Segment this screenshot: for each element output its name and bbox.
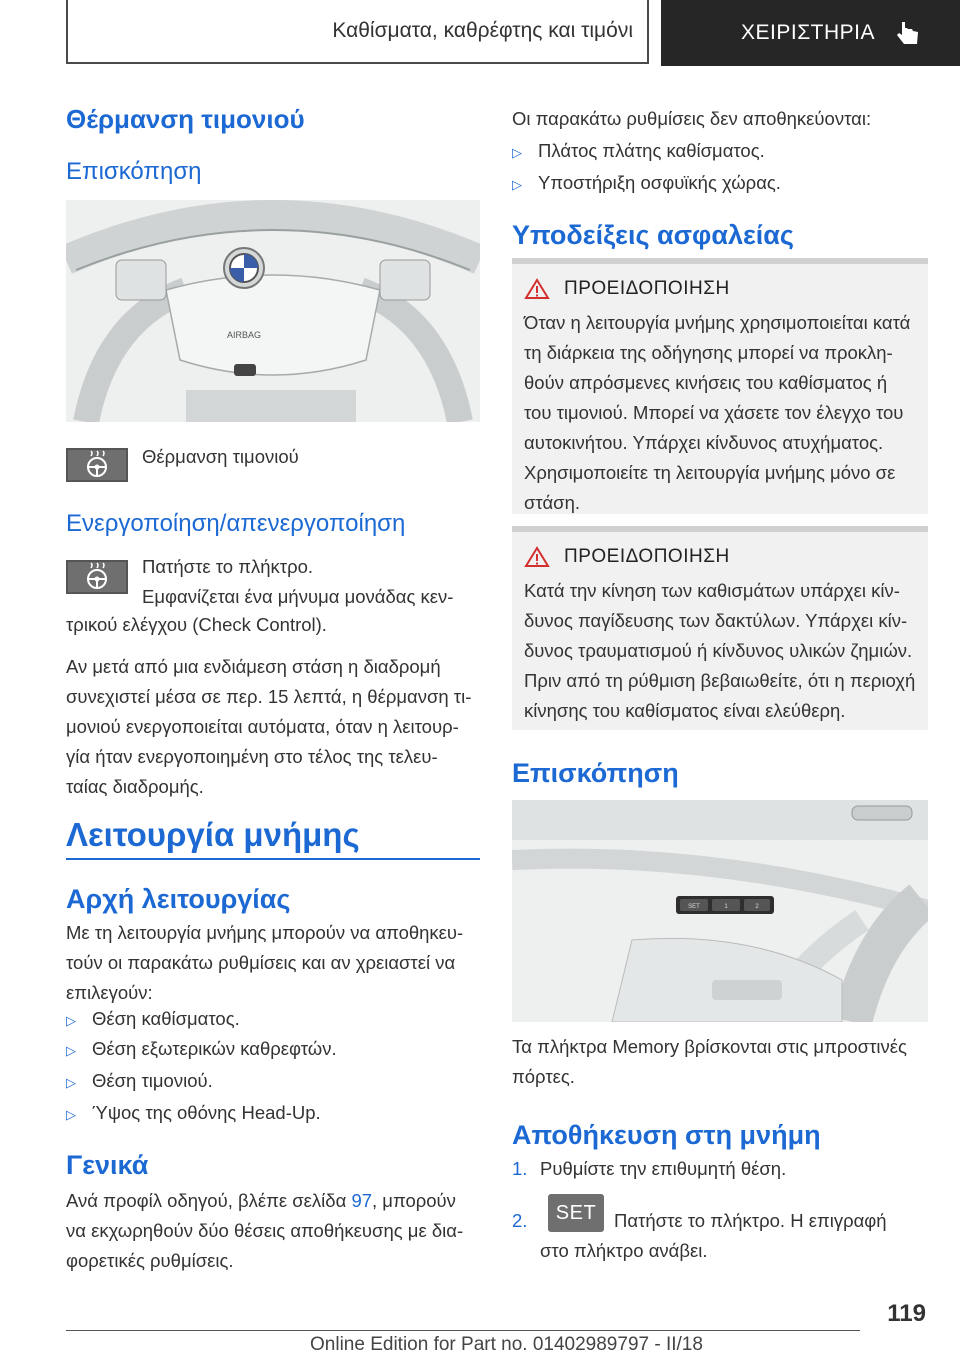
list-item: ▷ Θέση τιμονιού. [66,1070,213,1091]
triangle-bullet-icon: ▷ [512,177,522,192]
triangle-bullet-icon: ▷ [66,1075,76,1090]
general-line: φορετικές ρυθμίσεις. [66,1250,234,1271]
step1-number: 1. [512,1158,528,1179]
set-button: SET [548,1194,604,1232]
auto-line: συνεχιστεί μέσα σε περ. 15 λεπτά, η θέρμανση τι- [66,686,472,707]
warning-text: Κατά την κίνηση των καθισμάτων υπάρχει κίν- δυνος παγίδευσης των δακτύλων. Υπάρχει κίν- δυνος τραυματισμού ή κίνδυνος υλικών ζημιών. Πριν από τη ρύθμιση βεβαιωθείτε, ότι η περιοχή κίνησης του καθίσματος είναι ελεύθερη. [524,580,916,721]
heading-memory-function: Λειτουργία μνήμης [66,816,360,853]
general-line: να εκχωρηθούν δύο θέσεις αποθήκευσης με δια- [66,1220,464,1241]
triangle-bullet-icon: ▷ [512,145,522,160]
auto-line: Αν μετά από μια ενδιάμεση στάση η διαδρομή [66,656,441,677]
list-item: ▷ Πλάτος πλάτης καθίσματος. [512,140,765,161]
warning-box-2 [512,526,928,730]
hand-pointer-icon [893,18,923,48]
icon-caption-heating: Θέρμανση τιμονιού [142,446,299,467]
door-memory-buttons-illustration [512,800,928,1022]
principle-line: επιλεγούν: [66,982,153,1003]
door-set-label: SET [688,904,700,910]
warning-triangle-icon [524,546,550,568]
steering-heating-button [66,448,128,482]
principle-line: τούν οι παρακάτω ρυθμίσεις και αν χρειαστεί να [66,952,456,973]
check-control-line1: Εμφανίζεται ένα μήνυμα μονάδας κεν- [142,586,454,607]
auto-activation-paragraph [66,652,471,802]
auto-line: ταίας διαδρομής. [66,776,204,797]
door-1-label: 1 [724,904,728,910]
principle-paragraph [66,918,463,1008]
header-manual-label: ΧΕΙΡΙΣΤΗΡΙΑ [741,21,876,44]
not-stored-intro: Οι παρακάτω ρυθμίσεις δεν αποθηκεύονται: [512,108,872,129]
memory-heading-underline [66,858,480,860]
list-item: ▷ Ύψος της οθόνης Head-Up. [66,1102,321,1123]
airbag-label: AIRBAG [226,330,262,340]
warning-box-1 [512,258,928,514]
steering-heating-icon [80,450,114,480]
warning-title: ΠΡΟΕΙΔΟΠΟΙΗΣΗ [564,278,730,299]
steering-heating-button-2 [66,560,128,594]
heading-overview-right: Επισκόπηση [512,758,679,788]
general-line1: Ανά προφίλ οδηγού, βλέπε σελίδα 97, μπορούν [66,1190,456,1211]
page-number: 119 [887,1300,926,1327]
page-reference-link[interactable]: 97 [351,1190,373,1211]
list-item: ▷ Θέση καθίσματος. [66,1008,240,1029]
auto-line: γία ήταν ενεργοποιημένη στο τέλος της τελευ- [66,746,438,767]
door-2-label: 2 [755,904,759,910]
list-item: ▷ Υποστήριξη οσφυϊκής χώρας. [512,172,781,193]
header-section-title: Καθίσματα, καθρέφτης και τιμόνι [332,19,633,42]
steering-heating-icon [80,562,114,592]
heading-overview-left: Επισκόπηση [66,158,202,185]
warning-triangle-icon [524,278,550,300]
triangle-bullet-icon: ▷ [66,1107,76,1122]
heading-principle: Αρχή λειτουργίας [66,884,291,914]
step1-text: Ρυθμίστε την επιθυμητή θέση. [540,1158,787,1179]
warning-text: Όταν η λειτουργία μνήμης χρησιμοποιείται κατά τη διάρκεια της οδήγησης μπορεί να προκλη- θούν απρόσμενες κινήσεις του καθίσματος ή του τιμονιού. Μπορεί να χάσετε τον έλεγχο του αυτοκινήτου. Υπάρχει κίνδυνος ατυχήματος. Χρησιμοποιείτε τη λειτουργία μνήμης μόνο σε στάση. [524,312,911,513]
step2-text-line1: Πατήστε το πλήκτρο. Η επιγραφή [614,1210,887,1231]
heading-activation: Ενεργοποίηση/απενεργοποίηση [66,510,406,537]
footer-divider [66,1330,860,1331]
triangle-bullet-icon: ▷ [66,1013,76,1028]
list-item: ▷ Θέση εξωτερικών καθρεφτών. [66,1038,337,1059]
memory-caption: Τα πλήκτρα Memory βρίσκονται στις μπροστινές πόρτες. [512,1036,907,1087]
heading-steering-heating: Θέρμανση τιμονιού [66,104,305,134]
header-manual-tab [661,0,960,66]
heading-safety-notes: Υποδείξεις ασφαλείας [512,220,794,250]
header-section-box [66,0,649,64]
general-paragraph [66,1186,463,1276]
step2-text-line2: στο πλήκτρο ανάβει. [540,1240,708,1261]
steering-wheel-illustration [66,200,480,422]
heading-store-in-memory: Αποθήκευση στη μνήμη [512,1120,821,1150]
warning-title: ΠΡΟΕΙΔΟΠΟΙΗΣΗ [564,546,730,567]
footer-edition: Online Edition for Part no. 01402989797 - II/18 [310,1334,703,1355]
heading-general: Γενικά [66,1150,149,1180]
check-control-line2: τρικού ελέγχου (Check Control). [66,614,327,635]
principle-line: Με τη λειτουργία μνήμης μπορούν να αποθηκευ- [66,922,464,943]
triangle-bullet-icon: ▷ [66,1043,76,1058]
press-button-text: Πατήστε το πλήκτρο. [142,556,314,577]
step2-number: 2. [512,1210,528,1231]
auto-line: μονιού ενεργοποιείται αυτόματα, όταν η λειτουρ- [66,716,459,737]
